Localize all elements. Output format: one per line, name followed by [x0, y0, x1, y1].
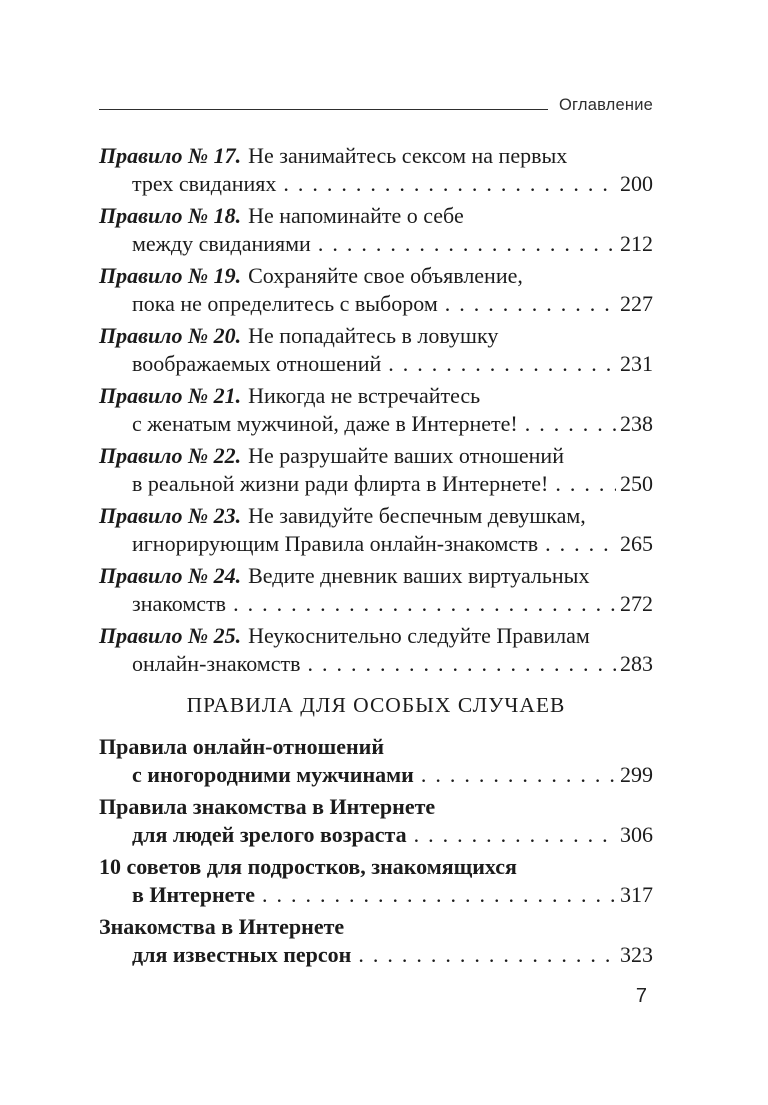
toc-entry-second-line [99, 170, 653, 198]
toc-special-entry [99, 793, 653, 849]
toc-entry-first-line [99, 622, 653, 650]
running-head [99, 96, 653, 116]
rule-continuation: между свиданиями [132, 231, 311, 256]
dot-leader [545, 530, 616, 558]
rule-label: Правило № 23. [99, 503, 242, 528]
rule-label: Правило № 21. [99, 383, 242, 408]
toc-entry-second-line [99, 290, 653, 318]
page-ref: 317 [620, 882, 653, 907]
page-ref: 283 [620, 651, 653, 676]
toc-entry-first-line [99, 322, 653, 350]
rule-label: Правило № 25. [99, 623, 242, 648]
toc-special-entry [99, 733, 653, 789]
rule-continuation: знакомств [132, 591, 227, 616]
rule-label: Правило № 24. [99, 563, 242, 588]
toc-rule-entry [99, 502, 653, 558]
toc-entry-second-line [99, 761, 653, 789]
running-head-title: Оглавление [559, 96, 653, 114]
page-ref: 299 [620, 762, 653, 787]
rule-continuation: пока не определитесь с выбором [132, 291, 438, 316]
dot-leader [233, 590, 616, 618]
dot-leader [318, 230, 616, 258]
entry-continuation: для известных персон [132, 942, 352, 967]
toc-entry-first-line [99, 262, 653, 290]
toc-special-entry [99, 853, 653, 909]
rule-continuation: игнорирующим Правила онлайн-знакомств [132, 531, 539, 556]
dot-leader [262, 881, 616, 909]
toc-rule-entry [99, 322, 653, 378]
rule-continuation: онлайн-знакомств [132, 651, 301, 676]
toc-entry-first-line [99, 502, 653, 530]
toc-special-entry [99, 913, 653, 969]
dot-leader [283, 170, 616, 198]
rule-label: Правило № 18. [99, 203, 242, 228]
page-content [99, 96, 653, 1008]
toc-rule-entry [99, 262, 653, 318]
toc-entry-first-line [99, 442, 653, 470]
toc-entry-first-line: Знакомства в Интернете [99, 914, 345, 939]
rule-title: Никогда не встречайтесь [248, 383, 481, 408]
folio-page-number: 7 [635, 985, 647, 1007]
section-heading: ПРАВИЛА ДЛЯ ОСОБЫХ СЛУЧАЕВ [186, 693, 566, 717]
rule-continuation: в реальной жизни ради флирта в Интернете! [132, 471, 549, 496]
rule-label: Правило № 19. [99, 263, 242, 288]
dot-leader [307, 650, 616, 678]
dot-leader [388, 350, 616, 378]
page-ref: 212 [620, 231, 653, 256]
rule-title: Не завидуйте беспечным девушкам, [248, 503, 586, 528]
toc-rule-entry [99, 562, 653, 618]
rule-title: Ведите дневник ваших виртуальных [248, 563, 590, 588]
toc-rule-entry [99, 382, 653, 438]
toc-entry-second-line [99, 590, 653, 618]
rule-continuation: с женатым мужчиной, даже в Интернете! [132, 411, 518, 436]
toc-entry-second-line [99, 941, 653, 969]
toc-entry-second-line [99, 410, 653, 438]
rule-label: Правило № 17. [99, 143, 242, 168]
toc-entry-second-line [99, 881, 653, 909]
page-ref: 306 [620, 822, 653, 847]
toc-entry-first-line [99, 202, 653, 230]
rule-title: Не разрушайте ваших отношений [248, 443, 564, 468]
toc-rule-entry [99, 202, 653, 258]
page-ref: 238 [620, 411, 653, 436]
page-ref: 272 [620, 591, 653, 616]
toc-rule-entry [99, 442, 653, 498]
toc-entry-second-line [99, 650, 653, 678]
toc-entry-second-line [99, 230, 653, 258]
dot-leader [358, 941, 616, 969]
toc-entry-first-line [99, 382, 653, 410]
toc-entry-second-line [99, 821, 653, 849]
page-ref: 250 [620, 471, 653, 496]
rule-title: Не попадайтесь в ловушку [248, 323, 499, 348]
toc-entry-first-line: Правила знакомства в Интернете [99, 794, 436, 819]
rule-label: Правило № 22. [99, 443, 242, 468]
rule-title: Не напоминайте о себе [248, 203, 464, 228]
rule-title: Неукоснительно следуйте Правилам [248, 623, 590, 648]
page-ref: 227 [620, 291, 653, 316]
rule-continuation: трех свиданиях [132, 171, 277, 196]
entry-continuation: для людей зрелого возраста [132, 822, 407, 847]
toc-entry-first-line: 10 советов для подростков, знакомящихся [99, 854, 517, 879]
page-ref: 231 [620, 351, 653, 376]
dot-leader [414, 821, 616, 849]
toc-entry-second-line [99, 530, 653, 558]
dot-leader [525, 410, 616, 438]
rule-title: Сохраняйте свое объявление, [248, 263, 523, 288]
entry-continuation: в Интернете [132, 882, 255, 907]
toc-entry-second-line [99, 470, 653, 498]
running-head-rule-line [99, 109, 548, 110]
dot-leader [555, 470, 616, 498]
page-ref: 323 [620, 942, 653, 967]
toc-entry-first-line [99, 562, 653, 590]
rule-title: Не занимайтесь сексом на первых [248, 143, 568, 168]
entry-continuation: с иногородними мужчинами [132, 762, 414, 787]
dot-leader [445, 290, 616, 318]
page-ref: 265 [620, 531, 653, 556]
toc-entry-second-line [99, 350, 653, 378]
dot-leader [421, 761, 616, 789]
toc-rule-entry [99, 142, 653, 198]
toc-entry-first-line [99, 142, 653, 170]
toc-entry-first-line: Правила онлайн-отношений [99, 734, 385, 759]
rule-label: Правило № 20. [99, 323, 242, 348]
rule-continuation: воображаемых отношений [132, 351, 382, 376]
page-ref: 200 [620, 171, 653, 196]
toc-rule-entry [99, 622, 653, 678]
